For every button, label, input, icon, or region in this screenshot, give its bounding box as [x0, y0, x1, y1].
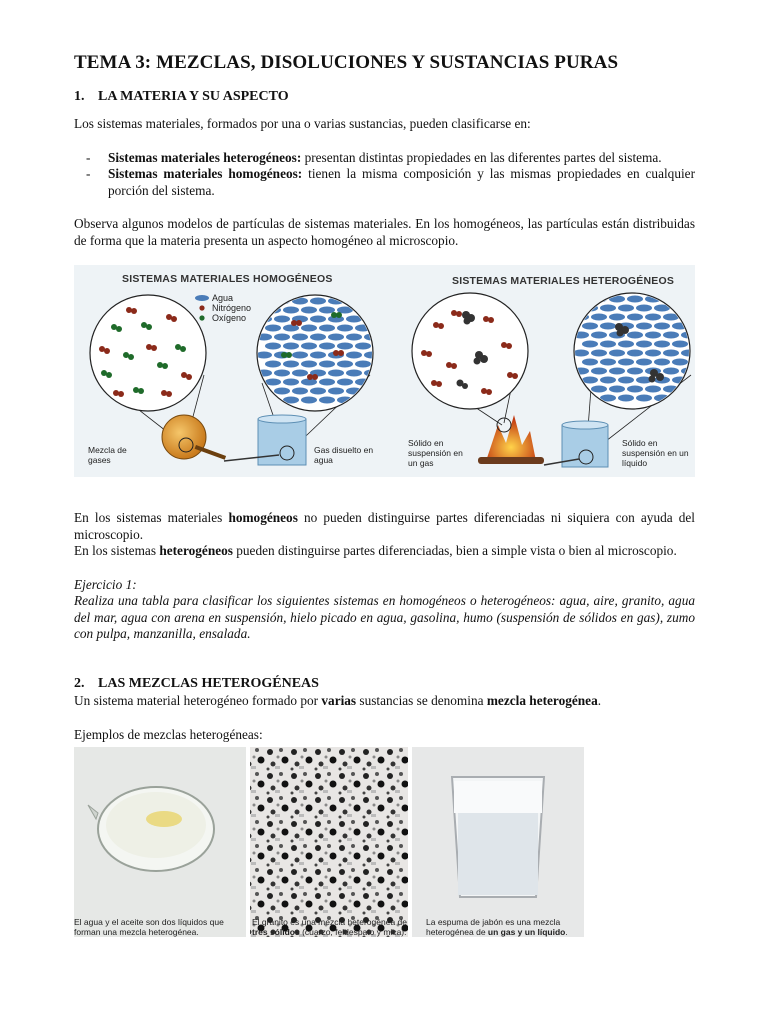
caption-gas-mixture: Mezcla de gases	[88, 445, 127, 465]
list-dash: -	[86, 149, 91, 165]
document-page	[74, 52, 695, 937]
exercise-title: Ejercicio 1:	[74, 576, 137, 592]
classification-list	[74, 150, 695, 200]
observa-paragraph: Observa algunos modelos de partículas de sistemas materiales. En los homogéneos, las partículas están distribuidas de forma que la materia presenta un aspecto homogéneo al microscopio.	[74, 216, 695, 248]
examples-label: Ejemplos de mezclas heterogéneas:	[74, 726, 263, 742]
heterogeneous-examples-figure	[74, 747, 584, 937]
legend-nitrogen: Nitrógeno	[212, 303, 252, 313]
caption-solid-in-gas: Sólido en suspensión en un gas	[408, 438, 463, 468]
list-item-term: Sistemas materiales heterogéneos:	[108, 149, 302, 165]
particle-models-illustration	[74, 265, 695, 477]
heterogeneous-paragraph: En los sistemas heterogéneos pueden distinguirse partes diferenciadas, bien a simple vista o bien al microscopio.	[74, 543, 677, 558]
section-1-number: 1.	[74, 88, 85, 104]
section-2-definition: Un sistema material heterogéneo formado por varias sustancias se denomina mezcla heterogénea.	[74, 693, 602, 708]
list-item	[74, 150, 695, 167]
document-title: TEMA 3: MEZCLAS, DISOLUCIONES Y SUSTANCIAS PURAS	[74, 52, 619, 73]
list-item-term: Sistemas materiales homogéneos:	[108, 166, 303, 181]
caption-solid-in-liquid: Sólido en suspensión en un líquido	[622, 438, 689, 468]
section-1-title: LA MATERIA Y SU ASPECTO	[98, 88, 289, 104]
section-2-number: 2.	[74, 675, 85, 691]
list-dash: -	[86, 166, 91, 181]
particle-models-figure	[74, 265, 695, 477]
caption-gas-in-water: Gas disuelto en agua	[314, 445, 374, 465]
section-1-heading	[74, 89, 695, 106]
list-item-text: tienen la misma composición y las mismas propiedades en cualquier porción del sistema.	[108, 166, 695, 198]
figure-title-homogeneous: SISTEMAS MATERIALES HOMOGÉNEOS	[122, 273, 333, 285]
homogeneous-paragraph: En los sistemas materiales homogéneos no pueden distinguirse partes diferenciadas ni siquiera con ayuda del microscopio.	[74, 510, 695, 542]
legend-water: Agua	[212, 293, 234, 303]
list-item	[74, 166, 695, 199]
caption-soap-foam: La espuma de jabón es una mezcla heterogénea de un gas y un líquido.	[426, 917, 568, 937]
heterogeneous-examples-photos	[74, 747, 584, 937]
exercise-text: Realiza una tabla para clasificar los siguientes sistemas en homogéneos o heterogéneos: agua, aire, granito, agua del mar, agua con arena en suspensión, hielo picado en agua, gasolina, humo (suspensión de sólidos en gas), zumo con pulpa, manzanilla, ensalada.	[74, 593, 695, 641]
section-1-intro: Los sistemas materiales, formados por una o varias sustancias, pueden clasificarse en:	[74, 116, 531, 131]
caption-water-oil: El agua y el aceite son dos líquidos que forman una mezcla heterogénea.	[74, 917, 224, 937]
caption-granite: El granito es una mezcla heterogénea de tres sólidos (cuarzo, feldespato y mica).	[252, 917, 407, 937]
section-2-title: LAS MEZCLAS HETEROGÉNEAS	[98, 675, 319, 691]
section-2-heading	[74, 676, 695, 693]
figure-title-heterogeneous: SISTEMAS MATERIALES HETEROGÉNEOS	[452, 275, 675, 287]
list-item-text: presentan distintas propiedades en las diferentes partes del sistema.	[301, 149, 662, 165]
legend-oxygen: Oxígeno	[212, 313, 247, 323]
